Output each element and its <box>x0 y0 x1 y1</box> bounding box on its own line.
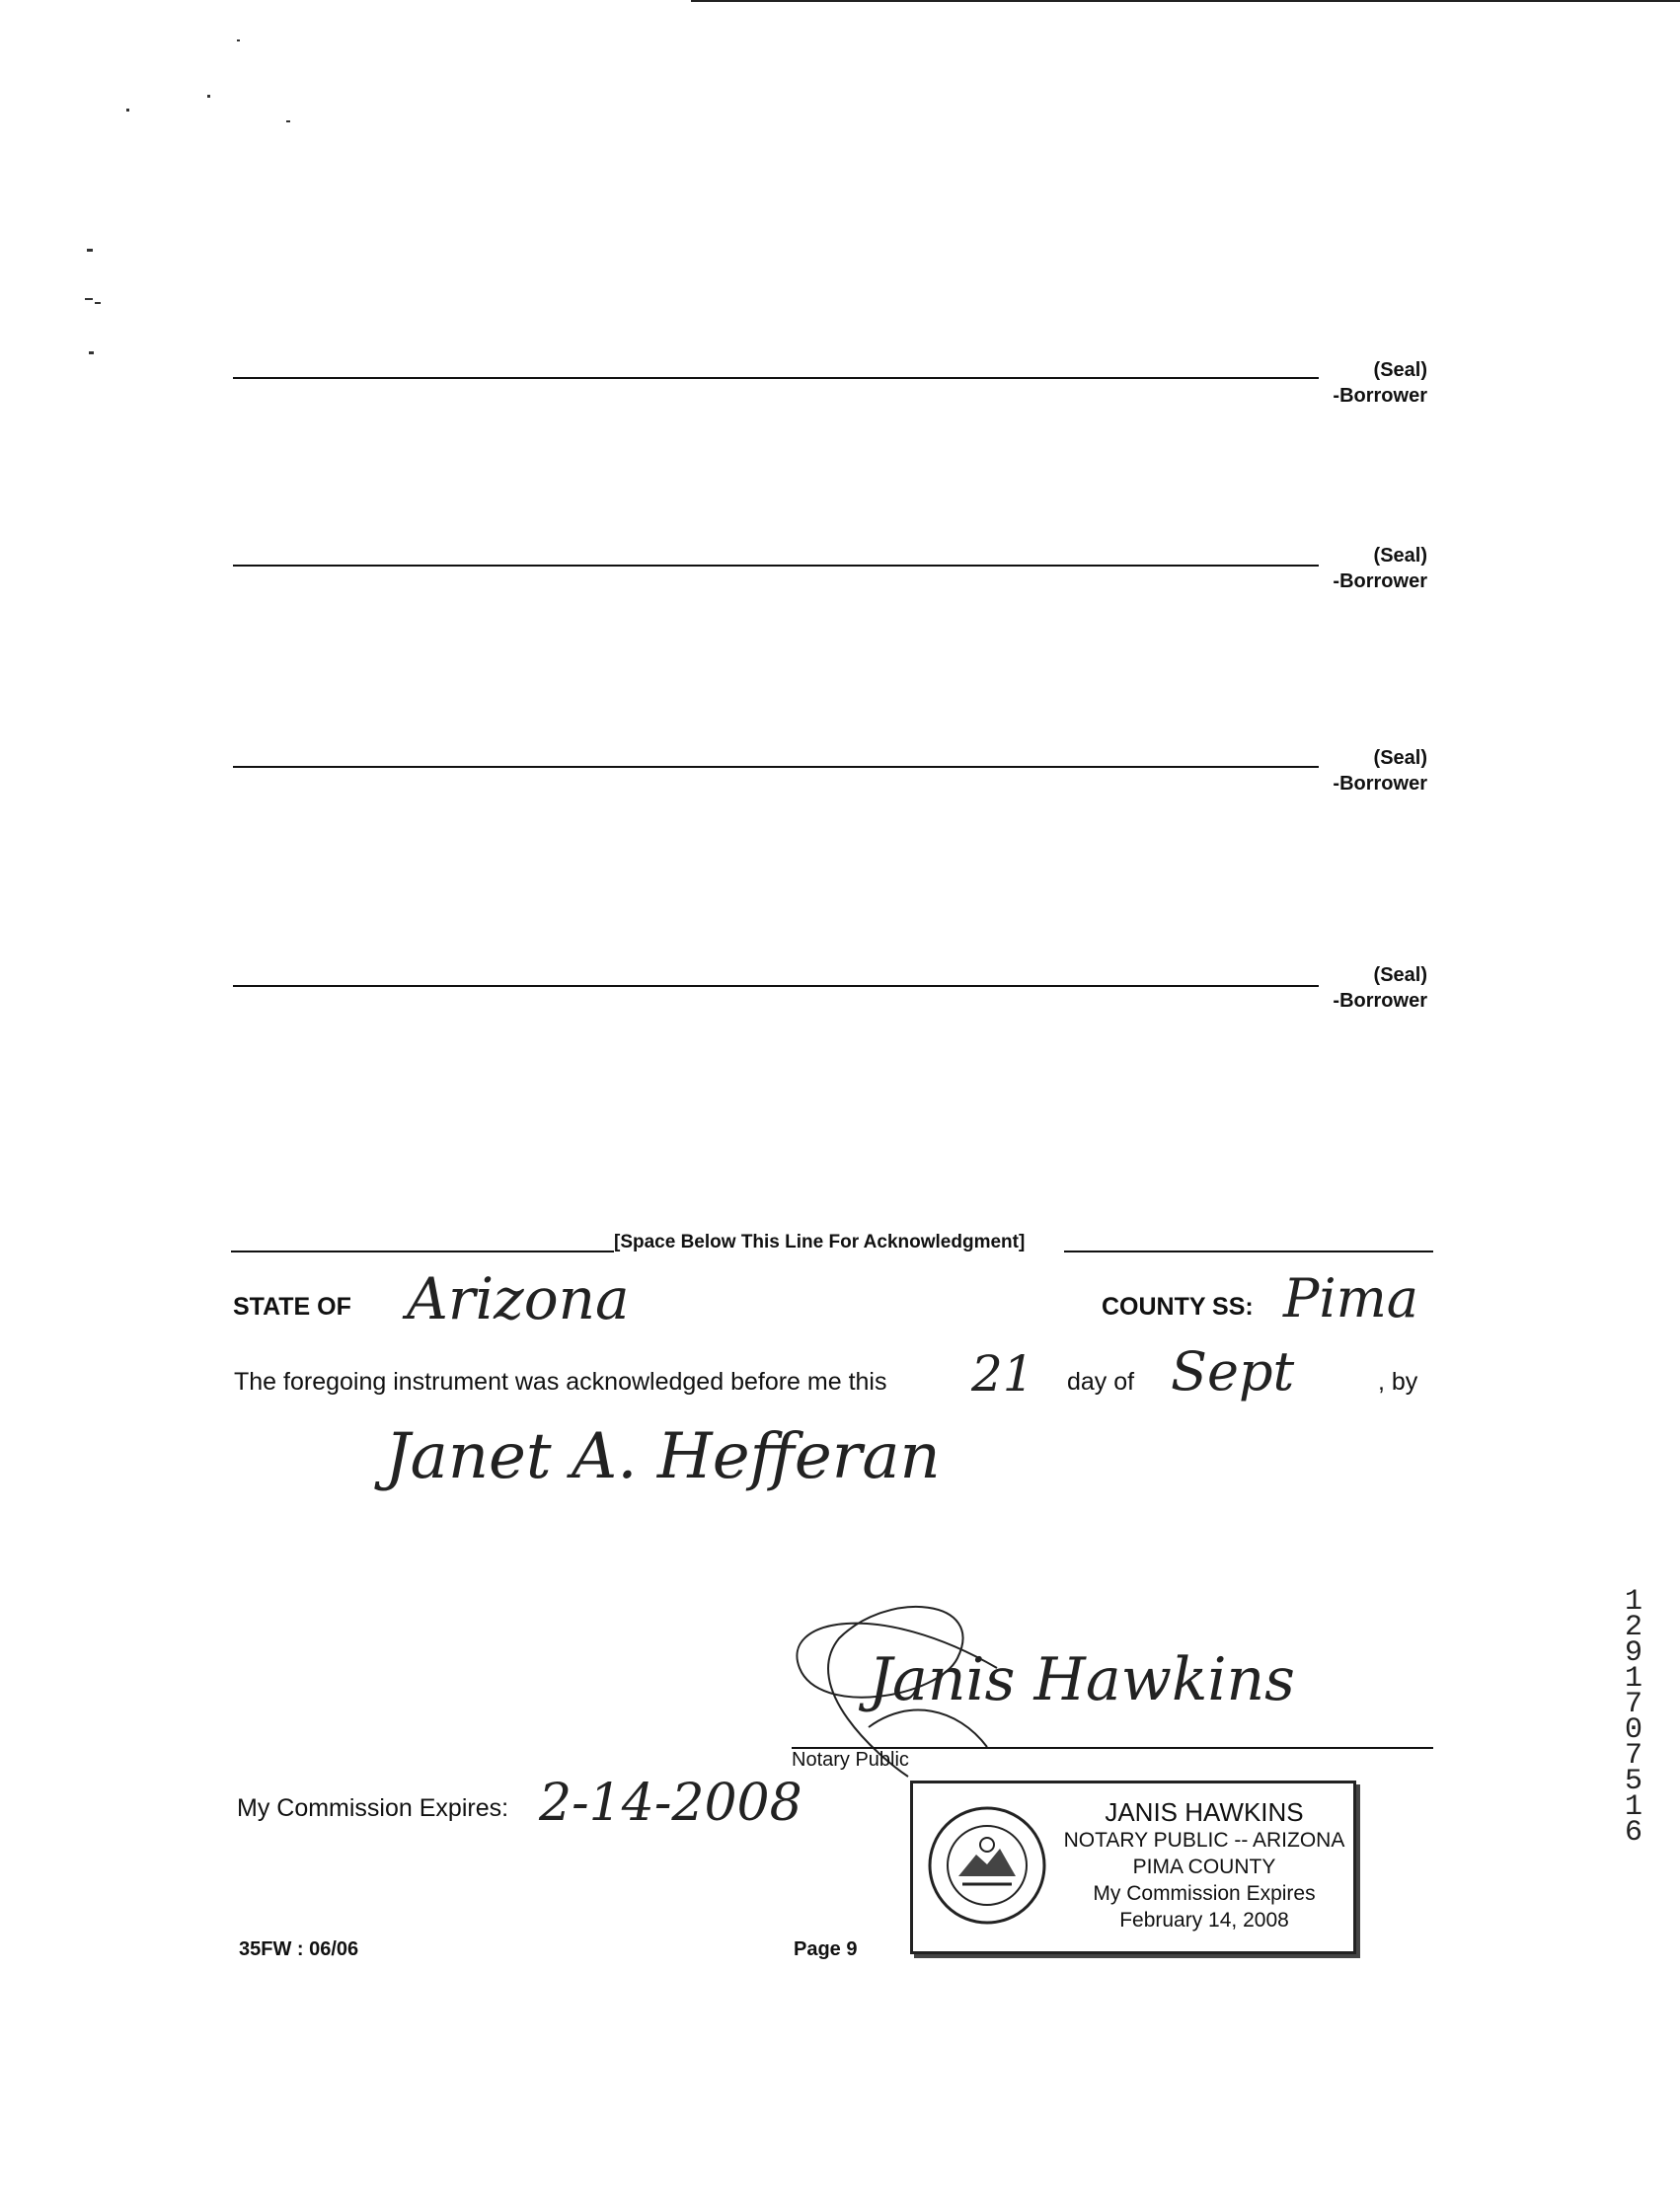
stamp-notary-title: NOTARY PUBLIC -- ARIZONA <box>1063 1829 1345 1852</box>
foregoing-text: The foregoing instrument was acknowledged before me this <box>234 1368 887 1396</box>
bates-number: 12917 07516 <box>1624 1585 1642 1850</box>
seal-label: (Seal) <box>1373 545 1427 567</box>
scan-speck <box>95 302 101 304</box>
seal-caption <box>1283 745 1427 796</box>
month-value: Sept <box>1171 1340 1295 1403</box>
signer-name: Janet A. Hefferan <box>385 1420 941 1493</box>
notary-stamp <box>910 1781 1356 1954</box>
scan-speck <box>207 95 210 98</box>
scan-speck <box>237 39 240 41</box>
notary-public-label: Notary Public <box>792 1749 909 1771</box>
borrower-label: -Borrower <box>1333 385 1427 407</box>
seal-label: (Seal) <box>1373 747 1427 769</box>
scan-speck <box>126 109 129 112</box>
state-value: Arizona <box>407 1265 630 1332</box>
stamp-text <box>1061 1797 1347 1934</box>
divider-line-right <box>1064 1251 1433 1252</box>
page-number: Page 9 <box>794 1938 858 1960</box>
notary-signature: Janis Hawkins <box>869 1645 1295 1714</box>
commission-value: 2-14-2008 <box>539 1774 802 1833</box>
scan-top-edge <box>691 0 1680 2</box>
state-label: STATE OF <box>233 1293 351 1321</box>
borrower-label: -Borrower <box>1333 570 1427 592</box>
seal-label: (Seal) <box>1373 964 1427 986</box>
seal-caption <box>1283 357 1427 409</box>
signature-line[interactable] <box>233 377 1319 379</box>
scan-speck <box>286 120 290 122</box>
stamp-notary-name: JANIS HAWKINS <box>1105 1797 1304 1827</box>
scan-speck <box>87 249 93 252</box>
signature-line[interactable] <box>233 985 1319 987</box>
borrower-label: -Borrower <box>1333 773 1427 795</box>
form-code: 35FW : 06/06 <box>239 1938 359 1960</box>
scan-speck <box>89 351 94 354</box>
by-text: , by <box>1378 1368 1418 1396</box>
commission-label: My Commission Expires: <box>237 1794 509 1822</box>
seal-caption <box>1283 962 1427 1014</box>
county-value: Pima <box>1283 1267 1419 1329</box>
divider-line-left <box>231 1251 614 1252</box>
county-label: COUNTY SS: <box>1102 1293 1254 1321</box>
state-seal-icon <box>927 1805 1047 1926</box>
divider-text: [Space Below This Line For Acknowledgment] <box>614 1232 1026 1252</box>
stamp-expires-date: February 14, 2008 <box>1119 1909 1289 1932</box>
seal-caption <box>1283 543 1427 594</box>
borrower-label: -Borrower <box>1333 990 1427 1012</box>
seal-label: (Seal) <box>1373 359 1427 381</box>
stamp-county: PIMA COUNTY <box>1132 1856 1276 1878</box>
day-value: 21 <box>971 1345 1034 1403</box>
signature-line[interactable] <box>233 565 1319 567</box>
day-of-text: day of <box>1067 1368 1135 1396</box>
stamp-expires-label: My Commission Expires <box>1093 1882 1316 1905</box>
scan-speck <box>85 298 93 300</box>
signature-line[interactable] <box>233 766 1319 768</box>
